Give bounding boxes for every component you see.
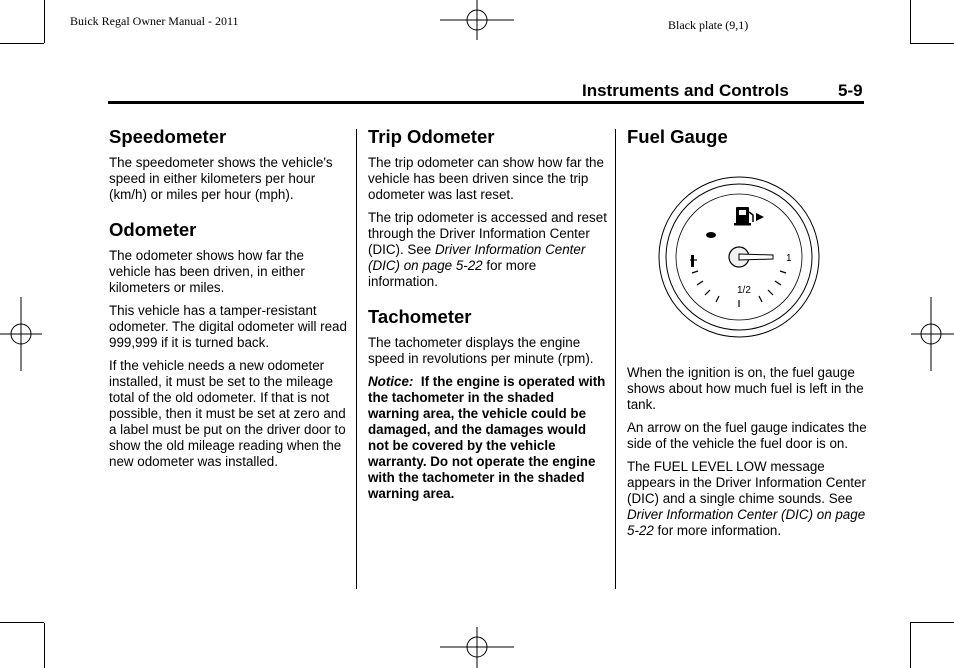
notice-paragraph	[368, 374, 608, 502]
dic-reference-link[interactable]: Driver Information Center (DIC) on page 5-22	[368, 242, 586, 273]
crop-mark-br-h	[910, 622, 954, 623]
odometer-heading: Odometer	[109, 219, 197, 240]
crop-mark-br-v	[910, 623, 911, 668]
fuel-text-b: for more information.	[653, 523, 782, 538]
column-3	[627, 126, 867, 155]
section-title: Instruments and Controls	[582, 81, 789, 100]
trip-odometer-paragraph-1: The trip odometer can show how far the vehicle has been driven since the trip odometer was last reset.	[368, 155, 604, 202]
dic-reference-link-2[interactable]: Driver Information Center (DIC) on page 5-22	[627, 507, 866, 538]
column-2	[368, 126, 608, 509]
crop-mark-tr-h	[910, 43, 954, 44]
tachometer-heading: Tachometer	[368, 306, 472, 327]
trip-odometer-paragraph-2	[368, 210, 608, 290]
fuel-gauge-illustration	[655, 175, 823, 339]
registration-mark-right	[911, 297, 954, 371]
notice-label: Notice:	[368, 374, 414, 389]
notice-text: If the engine is operated with the tachometer in the shaded warning area, the vehicle could be damaged, and the damages would not be covered by the vehicle warranty. Do not operate the engine with the tachometer in the shaded warning area.	[368, 374, 606, 501]
registration-mark-top	[440, 0, 514, 40]
fuel-gauge-heading: Fuel Gauge	[627, 126, 728, 147]
odometer-paragraph-1: The odometer shows how far the vehicle has been driven, in either kilometers or miles.	[109, 248, 305, 295]
speedometer-heading: Speedometer	[109, 126, 227, 147]
gauge-label-full: 1	[786, 253, 792, 264]
fuel-paragraph-2: An arrow on the fuel gauge indicates the side of the vehicle the fuel door is on.	[627, 420, 867, 451]
registration-mark-bottom	[440, 627, 514, 668]
registration-mark-left	[0, 297, 42, 371]
header-rule	[108, 101, 864, 104]
page-number: 5-9	[838, 81, 863, 100]
fuel-paragraph-1: When the ignition is on, the fuel gauge shows about how much fuel is left in the tank.	[627, 365, 864, 412]
speedometer-paragraph: The speedometer shows the vehicle's speed in either kilometers per hour (km/h) or miles per hour (mph).	[109, 155, 333, 202]
crop-mark-tl-h	[0, 43, 44, 44]
plate-label: Black plate (9,1)	[668, 18, 749, 32]
fuel-paragraph-3	[627, 459, 867, 539]
tachometer-paragraph: The tachometer displays the engine speed in revolutions per minute (rpm).	[368, 335, 594, 366]
trip-odometer-heading: Trip Odometer	[368, 126, 495, 147]
column-divider-2	[615, 129, 616, 589]
odometer-paragraph-2: This vehicle has a tamper-resistant odometer. The digital odometer will read 999,999 if it is turned back.	[109, 303, 347, 350]
trip-text-a: The trip odometer is accessed and reset through the Driver Information Center (DIC). See	[368, 210, 607, 257]
fuel-text-a: The FUEL LEVEL LOW message appears in the Driver Information Center (DIC) and a single chime sounds. See	[627, 459, 866, 506]
crop-mark-tr-v	[910, 0, 911, 43]
crop-mark-tl-v	[44, 0, 45, 43]
column-3-text	[627, 365, 867, 546]
trip-text-b: for more information.	[368, 258, 537, 289]
manual-title: Buick Regal Owner Manual - 2011	[70, 14, 239, 28]
gauge-label-half: 1/2	[737, 285, 751, 296]
column-divider-1	[356, 129, 357, 589]
crop-mark-bl-v	[44, 623, 45, 668]
odometer-paragraph-3: If the vehicle needs a new odometer installed, it must be set to the mileage total of the old odometer. If that is not possible, then it must be set at zero and a label must be put on the driver door to show the old mileage reading when the new odometer was installed.	[109, 358, 346, 469]
crop-mark-bl-h	[0, 622, 44, 623]
column-1	[109, 126, 349, 477]
